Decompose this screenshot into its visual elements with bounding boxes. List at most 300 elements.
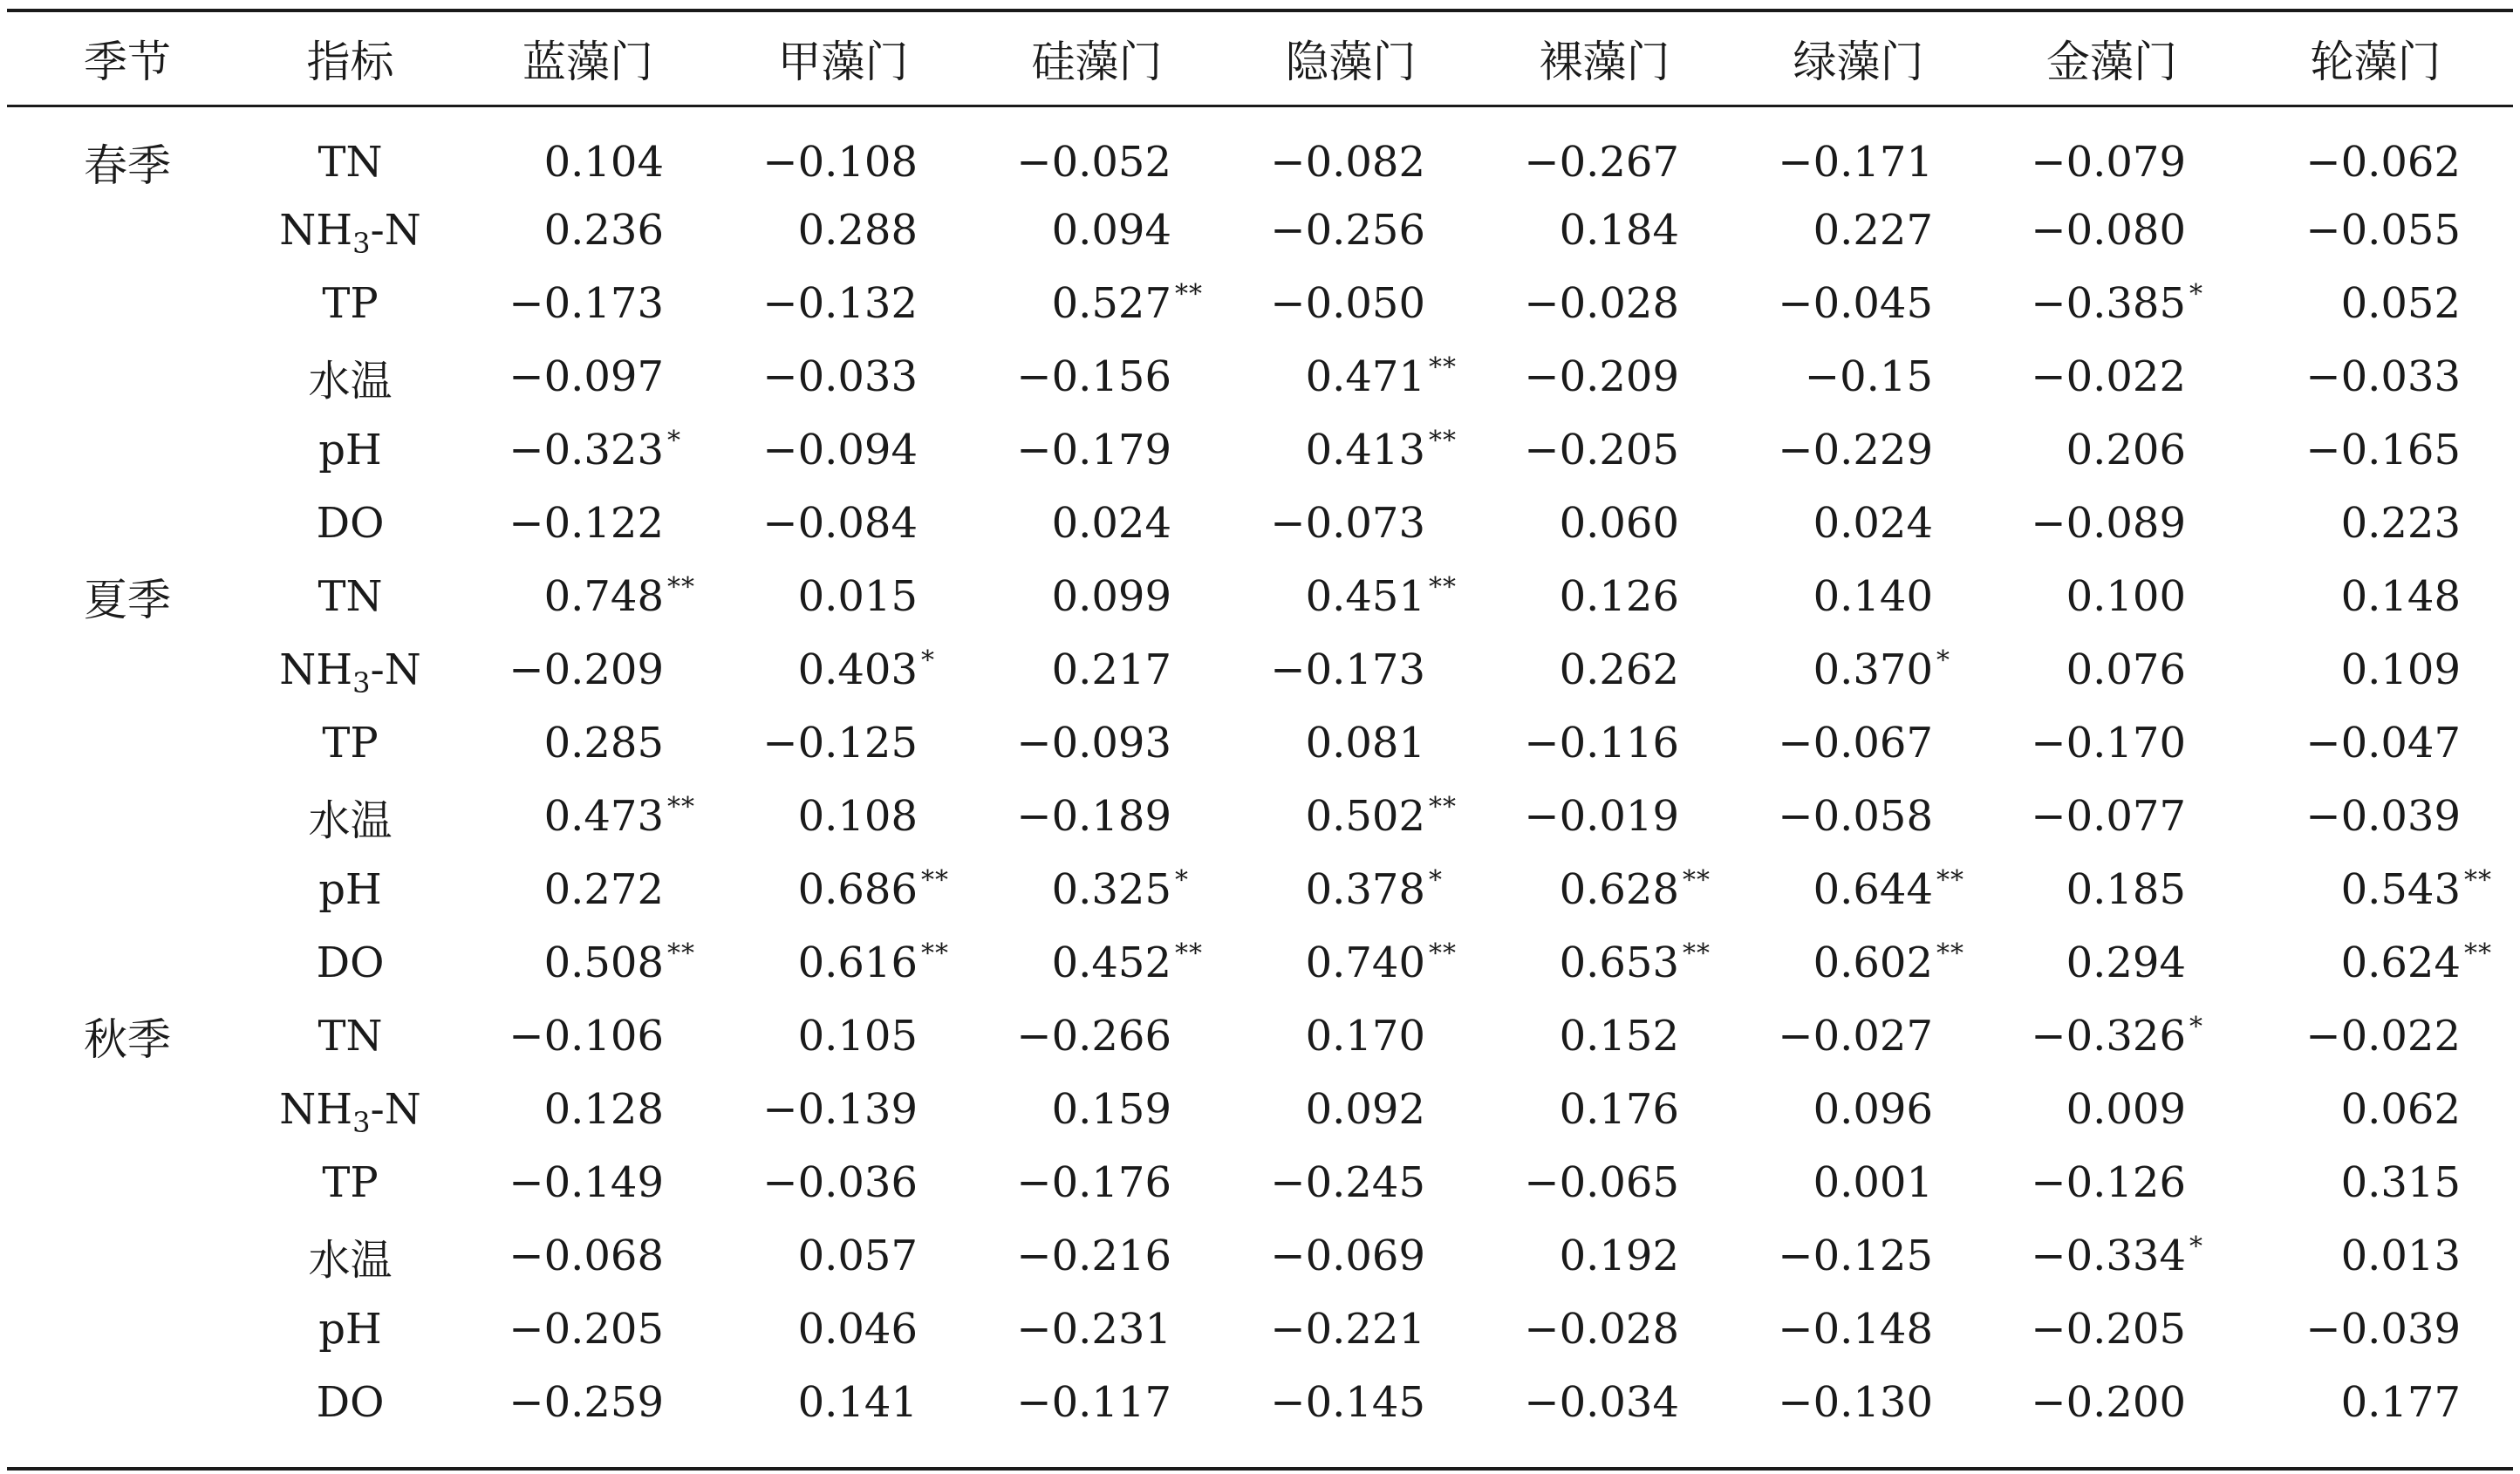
value-cell	[1478, 487, 1731, 560]
correlation-value: 0.473	[543, 792, 664, 841]
significance-mark: **	[1683, 865, 1711, 896]
value-cell	[970, 560, 1224, 633]
value-cell	[1731, 633, 1985, 706]
value-cell	[460, 1073, 716, 1146]
value-cell	[716, 1000, 970, 1073]
value-cell	[1478, 1293, 1731, 1366]
correlation-value: −0.126	[2031, 1158, 2186, 1207]
table-row	[7, 1000, 2513, 1073]
season-cell	[7, 1293, 241, 1366]
value-cell	[460, 1219, 716, 1293]
correlation-value: 0.370	[1813, 645, 1933, 694]
value-cell	[1478, 560, 1731, 633]
value-cell	[970, 194, 1224, 267]
correlation-value: −0.385	[2031, 279, 2186, 328]
correlation-value: 0.217	[1051, 645, 1171, 694]
correlation-value: −0.205	[1524, 426, 1679, 474]
significance-mark: *	[1429, 865, 1443, 896]
correlation-value: 0.628	[1559, 865, 1679, 914]
correlation-value: 0.046	[797, 1305, 918, 1354]
header-bacillariophyta: 硅藻门	[1031, 37, 1163, 87]
value-cell	[2238, 780, 2513, 853]
value-cell	[716, 1219, 970, 1293]
correlation-value: 0.508	[543, 938, 664, 987]
correlation-value: −0.080	[2031, 206, 2186, 255]
value-cell	[1224, 413, 1478, 487]
value-cell	[1731, 780, 1985, 853]
value-cell	[716, 413, 970, 487]
value-cell	[1224, 487, 1478, 560]
value-cell	[460, 105, 716, 194]
value-cell	[1224, 926, 1478, 1000]
indicator-name: NH	[279, 645, 353, 694]
correlation-value: −0.116	[1524, 719, 1679, 768]
value-cell	[970, 1293, 1224, 1366]
header-pyrrophyta: 甲藻门	[777, 37, 909, 87]
indicator-cell	[241, 706, 460, 780]
indicator-cell	[241, 1366, 460, 1439]
correlation-value: 0.452	[1051, 938, 1171, 987]
value-cell	[716, 487, 970, 560]
value-cell	[716, 706, 970, 780]
correlation-value: −0.179	[1016, 426, 1171, 474]
value-cell	[1478, 780, 1731, 853]
correlation-value: 0.616	[797, 938, 918, 987]
value-cell	[716, 633, 970, 706]
bottom-rule	[7, 1467, 2513, 1471]
value-cell	[970, 633, 1224, 706]
value-cell	[1731, 1293, 1985, 1366]
value-cell	[970, 1146, 1224, 1219]
correlation-value: −0.093	[1016, 719, 1171, 768]
value-cell	[970, 706, 1224, 780]
correlation-value: −0.045	[1778, 279, 1933, 328]
value-cell	[460, 194, 716, 267]
indicator-cell	[241, 780, 460, 853]
value-cell	[1478, 1146, 1731, 1219]
season-cell	[7, 194, 241, 267]
indicator-cell	[241, 105, 460, 194]
indicator-name: NH	[279, 206, 353, 255]
season-cell	[7, 706, 241, 780]
value-cell	[1731, 1219, 1985, 1293]
value-cell	[2238, 1146, 2513, 1219]
indicator-name: TN	[318, 572, 383, 621]
value-cell	[1478, 706, 1731, 780]
indicator-name: TP	[322, 719, 379, 768]
correlation-value: 0.140	[1813, 572, 1933, 621]
value-cell	[970, 1366, 1224, 1439]
value-cell	[1985, 926, 2238, 1000]
value-cell	[716, 105, 970, 194]
correlation-value: −0.221	[1270, 1305, 1425, 1354]
value-cell	[716, 1366, 970, 1439]
indicator-cell	[241, 194, 460, 267]
season-cell: 秋季	[84, 1014, 171, 1065]
value-cell	[1985, 105, 2238, 194]
correlation-value: 0.653	[1559, 938, 1679, 987]
value-cell	[2238, 853, 2513, 926]
correlation-value: 0.081	[1305, 719, 1425, 768]
correlation-value: −0.15	[1804, 352, 1933, 401]
indicator-name: pH	[318, 1305, 382, 1354]
indicator-cell	[241, 413, 460, 487]
table-row	[7, 340, 2513, 413]
correlation-value: 0.413	[1305, 426, 1425, 474]
correlation-value: −0.106	[509, 1012, 664, 1061]
significance-mark: **	[1429, 572, 1457, 603]
correlation-value: 0.052	[2340, 279, 2461, 328]
correlation-value: −0.209	[1524, 352, 1679, 401]
correlation-value: 0.451	[1305, 572, 1425, 621]
value-cell	[1731, 706, 1985, 780]
season-cell: 夏季	[84, 575, 171, 625]
significance-mark: **	[1175, 938, 1203, 969]
correlation-value: −0.027	[1778, 1012, 1933, 1061]
value-cell	[1478, 194, 1731, 267]
value-cell	[1224, 853, 1478, 926]
value-cell	[460, 413, 716, 487]
correlation-value: −0.173	[509, 279, 664, 328]
significance-mark: **	[2464, 865, 2492, 896]
value-cell	[2238, 1219, 2513, 1293]
correlation-value: −0.022	[2305, 1012, 2461, 1061]
correlation-value: 0.184	[1559, 206, 1679, 255]
significance-mark: **	[1683, 938, 1711, 969]
significance-mark: **	[921, 865, 949, 896]
value-cell	[1985, 1146, 2238, 1219]
correlation-value: 0.062	[2340, 1085, 2461, 1134]
correlation-value: −0.122	[509, 499, 664, 548]
season-cell	[7, 926, 241, 1000]
value-cell	[1224, 1293, 1478, 1366]
correlation-value: 0.227	[1813, 206, 1933, 255]
table-row	[7, 706, 2513, 780]
correlation-value: 0.141	[797, 1378, 918, 1427]
indicator-name: TN	[318, 1012, 383, 1061]
correlation-value: −0.036	[762, 1158, 918, 1207]
correlation-value: −0.245	[1270, 1158, 1425, 1207]
value-cell	[1985, 1366, 2238, 1439]
table-row	[7, 853, 2513, 926]
indicator-cell	[241, 926, 460, 1000]
table-row	[7, 1366, 2513, 1439]
significance-mark: **	[667, 938, 695, 969]
value-cell	[1478, 1073, 1731, 1146]
header-charophyta: 轮藻门	[2310, 37, 2441, 87]
correlation-value: 0.094	[1051, 206, 1171, 255]
indicator-suffix: -N	[370, 645, 421, 694]
correlation-value: −0.055	[2305, 206, 2461, 255]
correlation-value: −0.259	[509, 1378, 664, 1427]
value-cell	[1731, 853, 1985, 926]
header-season: 季节	[84, 37, 171, 87]
value-cell	[716, 340, 970, 413]
correlation-value: 0.009	[2066, 1085, 2186, 1134]
correlation-value: 0.159	[1051, 1085, 1171, 1134]
value-cell	[1731, 194, 1985, 267]
value-cell	[1731, 413, 1985, 487]
value-cell	[1478, 853, 1731, 926]
value-cell	[716, 780, 970, 853]
significance-mark: *	[1175, 865, 1189, 896]
value-cell	[1731, 340, 1985, 413]
correlation-value: −0.033	[762, 352, 918, 401]
significance-mark: **	[1429, 792, 1457, 822]
correlation-value: 0.288	[797, 206, 918, 255]
significance-mark: **	[1936, 938, 1964, 969]
indicator-name: DO	[316, 938, 385, 987]
correlation-value: −0.229	[1778, 426, 1933, 474]
value-cell	[1224, 194, 1478, 267]
value-cell	[1224, 633, 1478, 706]
value-cell	[1985, 487, 2238, 560]
correlation-value: −0.132	[762, 279, 918, 328]
correlation-value: −0.326	[2031, 1012, 2186, 1061]
correlation-value: 0.325	[1051, 865, 1171, 914]
correlation-value: −0.170	[2031, 719, 2186, 768]
correlation-value: −0.149	[509, 1158, 664, 1207]
header-cryptophyta: 隐藻门	[1285, 37, 1417, 87]
value-cell	[2238, 340, 2513, 413]
indicator-name: TN	[318, 138, 383, 187]
value-cell	[716, 1146, 970, 1219]
value-cell	[1985, 267, 2238, 340]
value-cell	[460, 853, 716, 926]
correlation-value: −0.125	[1778, 1232, 1933, 1280]
correlation-value: 0.152	[1559, 1012, 1679, 1061]
correlation-value: 0.024	[1051, 499, 1171, 548]
correlation-value: −0.209	[509, 645, 664, 694]
correlation-value: 0.403	[797, 645, 918, 694]
season-cell	[7, 340, 241, 413]
correlation-value: −0.047	[2305, 719, 2461, 768]
indicator-name: TP	[322, 1158, 379, 1207]
season-cell	[7, 853, 241, 926]
table-row	[7, 633, 2513, 706]
value-cell	[460, 1293, 716, 1366]
value-cell	[460, 267, 716, 340]
season-cell	[7, 413, 241, 487]
value-cell	[1478, 1000, 1731, 1073]
value-cell	[460, 926, 716, 1000]
value-cell	[2238, 1366, 2513, 1439]
season-cell: 春季	[84, 140, 171, 191]
correlation-value: −0.097	[509, 352, 664, 401]
value-cell	[1985, 633, 2238, 706]
significance-mark: **	[1175, 279, 1203, 310]
correlation-value: −0.200	[2031, 1378, 2186, 1427]
value-cell	[970, 340, 1224, 413]
table-row	[7, 105, 2513, 194]
table-row	[7, 780, 2513, 853]
value-cell	[2238, 487, 2513, 560]
correlation-value: 0.378	[1305, 865, 1425, 914]
season-cell	[7, 1366, 241, 1439]
value-cell	[716, 853, 970, 926]
value-cell	[1985, 780, 2238, 853]
indicator-cell	[241, 560, 460, 633]
indicator-cell	[241, 340, 460, 413]
correlation-value: −0.094	[762, 426, 918, 474]
value-cell	[970, 1073, 1224, 1146]
indicator-suffix: -N	[370, 206, 421, 255]
value-cell	[1731, 1146, 1985, 1219]
correlation-value: −0.205	[509, 1305, 664, 1354]
table-row	[7, 1293, 2513, 1366]
header-chlorophyta: 绿藻门	[1793, 37, 1924, 87]
value-cell	[1478, 340, 1731, 413]
correlation-value: −0.205	[2031, 1305, 2186, 1354]
season-cell	[7, 1219, 241, 1293]
value-cell	[460, 1000, 716, 1073]
correlation-value: 0.105	[797, 1012, 918, 1061]
correlation-value: −0.028	[1524, 1305, 1679, 1354]
correlation-value: 0.262	[1559, 645, 1679, 694]
correlation-value: −0.067	[1778, 719, 1933, 768]
correlation-value: −0.019	[1524, 792, 1679, 841]
value-cell	[2238, 105, 2513, 194]
correlation-value: 0.100	[2066, 572, 2186, 621]
value-cell	[1478, 1219, 1731, 1293]
season-cell	[7, 267, 241, 340]
indicator-cell	[241, 1219, 460, 1293]
indicator-cell	[241, 487, 460, 560]
value-cell	[970, 105, 1224, 194]
header-row	[7, 12, 2513, 105]
indicator-name: 水温	[308, 1235, 393, 1285]
correlation-value: −0.139	[762, 1085, 918, 1134]
value-cell	[1478, 633, 1731, 706]
value-cell	[460, 633, 716, 706]
correlation-value: −0.084	[762, 499, 918, 548]
indicator-cell	[241, 267, 460, 340]
value-cell	[1985, 194, 2238, 267]
value-cell	[460, 1146, 716, 1219]
value-cell	[1224, 1219, 1478, 1293]
value-cell	[1731, 105, 1985, 194]
correlation-value: 0.013	[2340, 1232, 2461, 1280]
season-cell	[7, 1073, 241, 1146]
value-cell	[1985, 1073, 2238, 1146]
correlation-value: 0.148	[2340, 572, 2461, 621]
value-cell	[716, 1293, 970, 1366]
value-cell	[460, 706, 716, 780]
value-cell	[970, 780, 1224, 853]
value-cell	[2238, 267, 2513, 340]
correlation-value: −0.171	[1778, 138, 1933, 187]
correlation-value: −0.145	[1270, 1378, 1425, 1427]
indicator-cell	[241, 1073, 460, 1146]
correlation-value: 0.185	[2066, 865, 2186, 914]
correlation-value: 0.060	[1559, 499, 1679, 548]
value-cell	[1985, 853, 2238, 926]
correlation-value: 0.644	[1813, 865, 1933, 914]
value-cell	[1985, 706, 2238, 780]
correlation-value: 0.624	[2340, 938, 2461, 987]
indicator-name: TP	[322, 279, 379, 328]
value-cell	[1224, 560, 1478, 633]
indicator-subscript: 3	[352, 666, 371, 699]
correlation-value: −0.256	[1270, 206, 1425, 255]
correlation-value: 0.236	[543, 206, 664, 255]
correlation-value: −0.117	[1016, 1378, 1171, 1427]
correlation-value: 0.076	[2066, 645, 2186, 694]
correlation-value: 0.104	[543, 138, 664, 187]
correlation-value: −0.068	[509, 1232, 664, 1280]
correlation-value: 0.015	[797, 572, 918, 621]
correlation-value: 0.001	[1813, 1158, 1933, 1207]
correlation-value: 0.170	[1305, 1012, 1425, 1061]
correlation-value: −0.125	[762, 719, 918, 768]
significance-mark: *	[667, 426, 681, 456]
indicator-suffix: -N	[370, 1085, 421, 1134]
value-cell	[1985, 1293, 2238, 1366]
value-cell	[1224, 105, 1478, 194]
value-cell	[716, 194, 970, 267]
value-cell	[1478, 926, 1731, 1000]
correlation-value: 0.294	[2066, 938, 2186, 987]
season-cell	[7, 1146, 241, 1219]
value-cell	[1224, 1073, 1478, 1146]
correlation-value: −0.052	[1016, 138, 1171, 187]
value-cell	[970, 267, 1224, 340]
value-cell	[2238, 1000, 2513, 1073]
correlation-value: −0.173	[1270, 645, 1425, 694]
value-cell	[460, 340, 716, 413]
value-cell	[1731, 1073, 1985, 1146]
correlation-value: −0.148	[1778, 1305, 1933, 1354]
correlation-value: −0.130	[1778, 1378, 1933, 1427]
value-cell	[716, 1073, 970, 1146]
correlation-value: −0.073	[1270, 499, 1425, 548]
correlation-value: 0.177	[2340, 1378, 2461, 1427]
value-cell	[2238, 706, 2513, 780]
correlation-value: −0.089	[2031, 499, 2186, 548]
value-cell	[1731, 1000, 1985, 1073]
value-cell	[1224, 706, 1478, 780]
correlation-value: −0.062	[2305, 138, 2461, 187]
correlation-value: 0.206	[2066, 426, 2186, 474]
table-row	[7, 487, 2513, 560]
indicator-name: 水温	[308, 795, 393, 845]
correlation-value: 0.057	[797, 1232, 918, 1280]
correlation-value: 0.176	[1559, 1085, 1679, 1134]
header-cyanophyta: 蓝藻门	[522, 37, 653, 87]
indicator-cell	[241, 1000, 460, 1073]
correlation-value: 0.740	[1305, 938, 1425, 987]
correlation-value: 0.602	[1813, 938, 1933, 987]
value-cell	[1224, 340, 1478, 413]
correlation-value: −0.033	[2305, 352, 2461, 401]
value-cell	[1985, 340, 2238, 413]
correlation-value: 0.099	[1051, 572, 1171, 621]
value-cell	[716, 926, 970, 1000]
correlation-value: −0.039	[2305, 1305, 2461, 1354]
value-cell	[2238, 560, 2513, 633]
correlation-value: −0.022	[2031, 352, 2186, 401]
value-cell	[1224, 1146, 1478, 1219]
correlation-value: 0.223	[2340, 499, 2461, 548]
significance-mark: **	[1936, 865, 1964, 896]
table-row	[7, 926, 2513, 1000]
correlation-value: 0.096	[1813, 1085, 1933, 1134]
correlation-value: 0.192	[1559, 1232, 1679, 1280]
table-row	[7, 413, 2513, 487]
value-cell	[460, 560, 716, 633]
value-cell	[460, 780, 716, 853]
value-cell	[1731, 267, 1985, 340]
